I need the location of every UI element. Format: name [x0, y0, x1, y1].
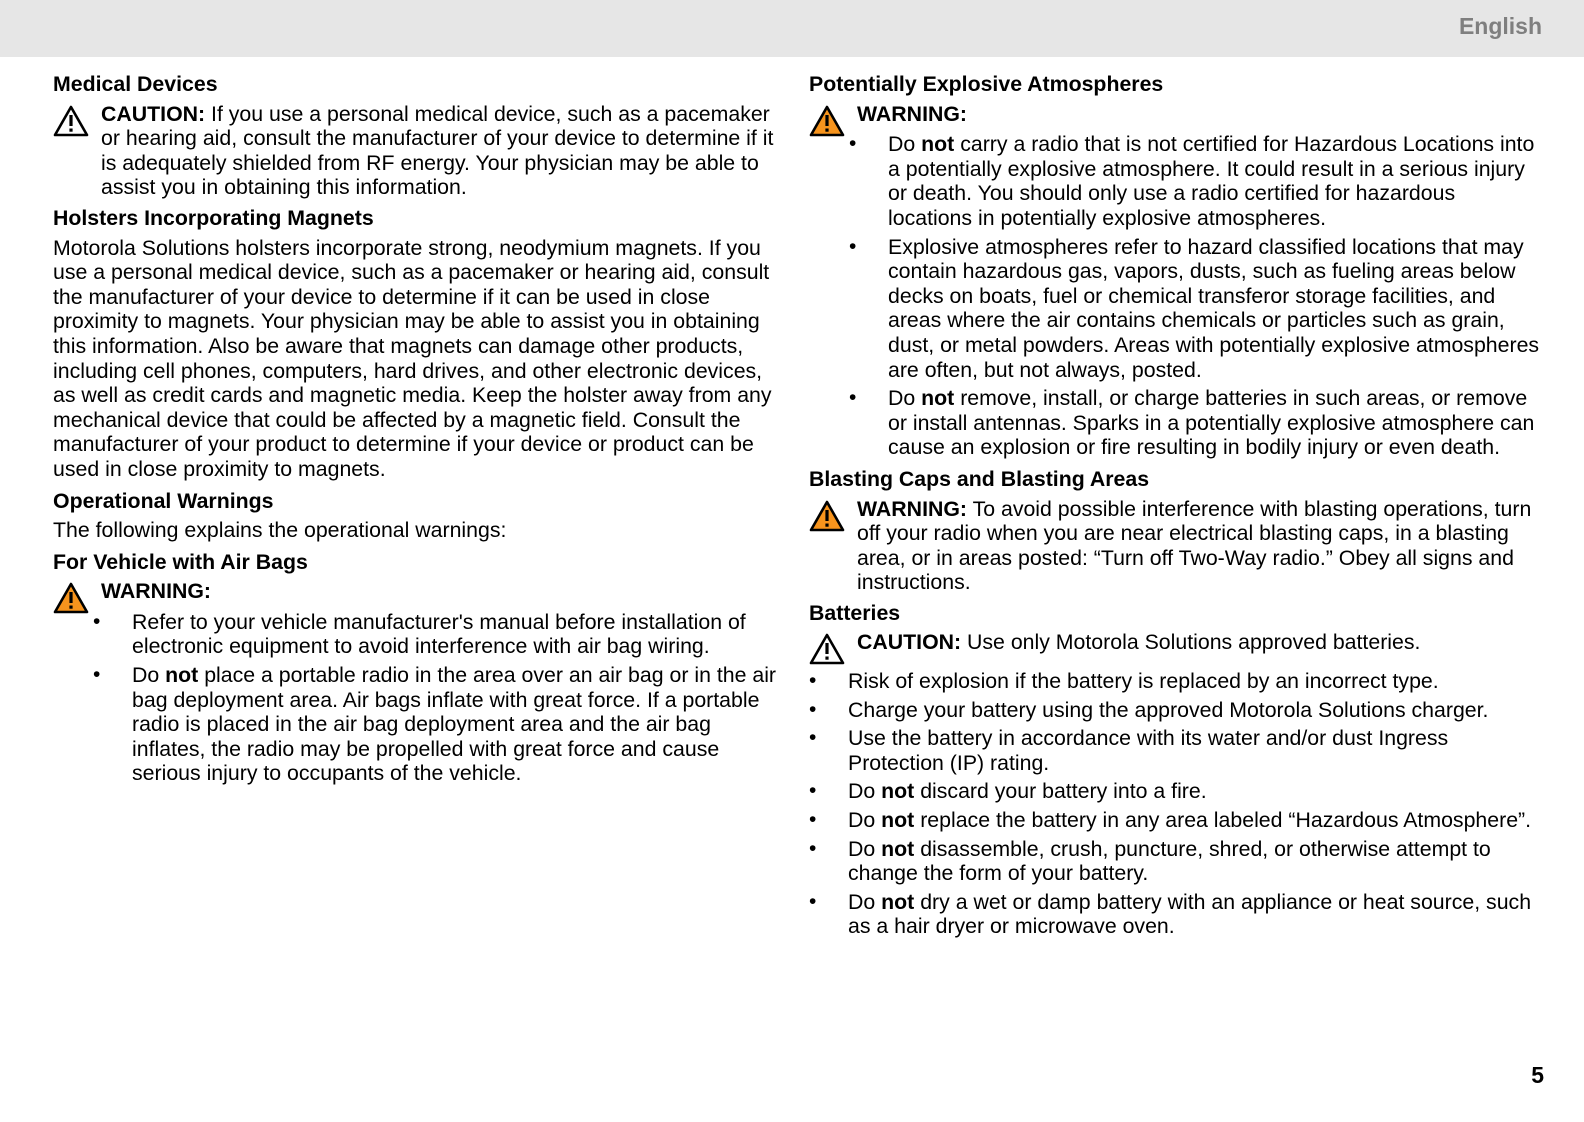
air-bags-list	[93, 610, 783, 786]
warning-label: WARNING:	[857, 496, 968, 521]
section-title-blasting: Blasting Caps and Blasting Areas	[809, 466, 1150, 491]
list-item: • Do not dry a wet or damp battery with an appliance or heat source, such as a hair dryer or microwave oven.	[809, 890, 1544, 939]
caution-label: CAUTION:	[857, 630, 962, 655]
section-title-medical-devices: Medical Devices	[53, 72, 218, 96]
section-title-batteries: Batteries	[809, 600, 901, 625]
operational-paragraph: The following explains the operational warnings:	[53, 518, 507, 543]
warning-triangle-icon	[53, 582, 89, 614]
page-number: 5	[1531, 1062, 1544, 1088]
list-item: • Do not disassemble, crush, puncture, shred, or otherwise attempt to change the form of your battery.	[809, 837, 1544, 886]
list-item: • Do not discard your battery into a fire.	[809, 779, 1544, 804]
right-column	[809, 72, 1544, 946]
explosive-list	[849, 132, 1544, 460]
caution-text: If you use a personal medical device, such as a pacemaker or hearing aid, consult the manufacturer of your device to determine if it is adequately shielded from RF energy. Your physician may be able to assist you in obtaining this information.	[101, 101, 774, 200]
section-title-holsters: Holsters Incorporating Magnets	[53, 205, 374, 230]
list-item: • Refer to your vehicle manufacturer's manual before installation of electronic equipment to avoid interference with air bag wiring.	[93, 610, 783, 659]
language-label: English	[1458, 13, 1542, 39]
list-item: • Do not carry a radio that is not certified for Hazardous Locations into a potentially explosive atmosphere. It could result in a serious injury or death. You should only use a radio certified for hazardous locations in potentially explosive atmospheres.	[849, 132, 1544, 230]
holsters-paragraph: Motorola Solutions holsters incorporate strong, neodymium magnets. If you use a personal medical device, such as a pacemaker or hearing aid, consult the manufacturer of your device to determine if it can be used in close proximity to magnets. Your physician may be able to assist you in obtaining this information. Also be aware that magnets can damage other products, including cell phones, computers, hard drives, and other electronic devices, as well as credit cards and magnetic media. Keep the holster away from any mechanical device that could be affected by a magnetic field. Consult the manufacturer of your product to determine if your device or product can be used in close proximity to magnets.	[53, 235, 772, 481]
section-title-operational-warnings: Operational Warnings	[53, 488, 274, 513]
section-title-air-bags: For Vehicle with Air Bags	[53, 549, 308, 574]
list-item: • Risk of explosion if the battery is replaced by an incorrect type.	[809, 669, 1544, 694]
list-item: • Explosive atmospheres refer to hazard classified locations that may contain hazardous gas, vapors, dusts, such as fueling areas below decks on boats, fuel or chemical transferor storage facilities, and areas where the air contains chemicals or particles such as grain, dust, or metal powders. Areas with potentially explosive atmospheres are often, but not always, posted.	[849, 235, 1544, 383]
warning-notice-explosive	[809, 102, 1544, 460]
caution-text: Use only Motorola Solutions approved batteries.	[961, 630, 1421, 655]
warning-text: To avoid possible interference with blasting operations, turn off your radio when you are near electrical blasting caps, in a blasting area, or in areas posted: “Turn off Two-Way radio.” Obey all signs and instructions.	[857, 496, 1532, 595]
warning-label: WARNING:	[101, 579, 212, 604]
list-item: • Use the battery in accordance with its water and/or dust Ingress Protection (IP) rating.	[809, 726, 1544, 775]
list-item: • Do not replace the battery in any area labeled “Hazardous Atmosphere”.	[809, 808, 1544, 833]
caution-triangle-icon	[809, 633, 845, 665]
list-item: • Do not remove, install, or charge batteries in such areas, or remove or install antennas. Sparks in a potentially explosive atmosphere can cause an explosion or fire resulting in bodily injury or even death.	[849, 386, 1544, 460]
warning-notice-air-bags	[53, 579, 783, 786]
warning-triangle-icon	[809, 105, 845, 137]
warning-triangle-icon	[809, 500, 845, 532]
batteries-list	[809, 669, 1544, 939]
caution-triangle-icon	[53, 105, 89, 137]
caution-notice-medical	[53, 102, 783, 200]
warning-notice-blasting	[809, 497, 1544, 595]
list-item: • Charge your battery using the approved Motorola Solutions charger.	[809, 698, 1544, 723]
caution-label: CAUTION:	[101, 101, 206, 126]
caution-notice-batteries	[809, 630, 1544, 655]
section-title-explosive-atmospheres: Potentially Explosive Atmospheres	[809, 72, 1164, 96]
list-item: • Do not place a portable radio in the area over an air bag or in the air bag deployment area. Air bags inflate with great force. If a portable radio is placed in the air bag deployment area and the air bag inflates, the radio may be propelled with great force and cause serious injury to occupants of the vehicle.	[93, 663, 783, 786]
left-column	[53, 72, 783, 793]
warning-label: WARNING:	[857, 101, 968, 126]
header-band	[0, 0, 1584, 57]
